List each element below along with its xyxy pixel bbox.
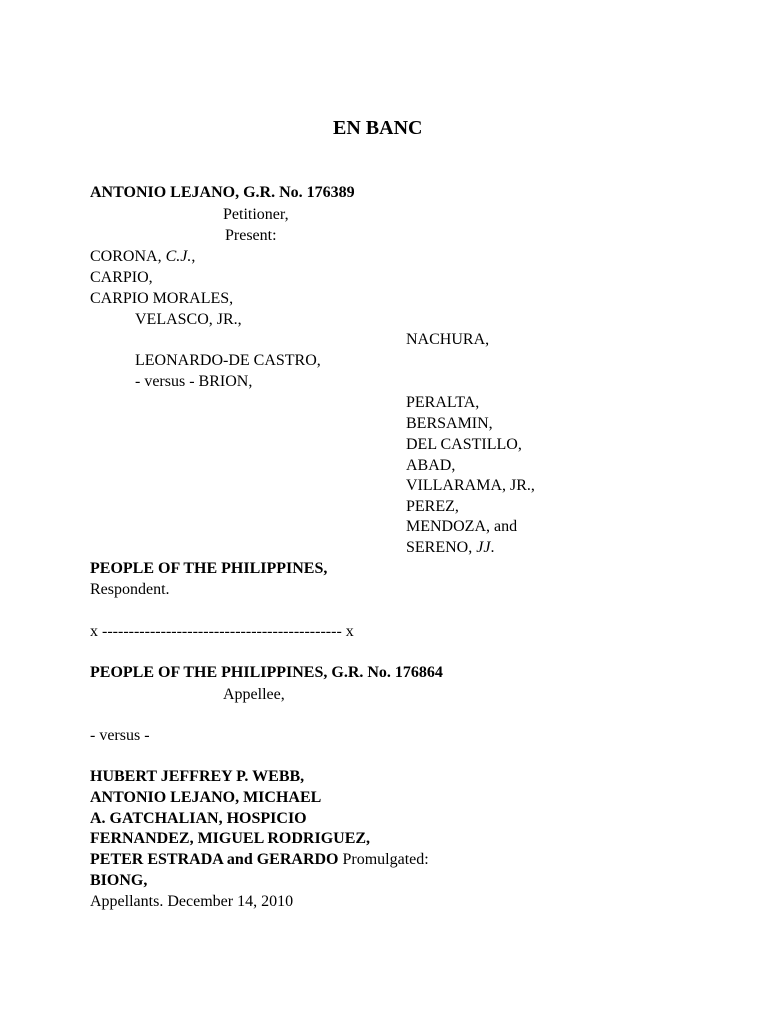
case-separator: x --------------------------------------------- x bbox=[90, 623, 354, 640]
justice-sereno-suffix: . bbox=[490, 539, 495, 556]
present-label: Present: bbox=[225, 227, 277, 244]
justice-sereno-title: JJ bbox=[476, 539, 491, 556]
justice-nachura: NACHURA, bbox=[406, 331, 490, 348]
justice-abad: ABAD, bbox=[406, 457, 456, 474]
justice-corona bbox=[90, 247, 195, 267]
justice-velasco: VELASCO, JR., bbox=[135, 311, 242, 328]
appellants-line-1: HUBERT JEFFREY P. WEBB, bbox=[90, 768, 305, 785]
justice-corona-name: CORONA, bbox=[90, 248, 166, 265]
appellants-line-5-names: PETER ESTRADA and GERARDO bbox=[90, 851, 339, 868]
heading-en-banc: EN BANC bbox=[333, 117, 423, 139]
justice-bersamin: BERSAMIN, bbox=[406, 415, 493, 432]
justice-sereno-name: SERENO, bbox=[406, 539, 477, 556]
appellants-line-6: BIONG, bbox=[90, 872, 148, 889]
appellants-role: Appellants. bbox=[90, 893, 164, 910]
justice-carpio-morales: CARPIO MORALES, bbox=[90, 290, 234, 307]
appellants-line-2: ANTONIO LEJANO, MICHAEL bbox=[90, 789, 322, 806]
promulgation-date: December 14, 2010 bbox=[163, 893, 294, 910]
appellants-line-4: FERNANDEZ, MIGUEL RODRIGUEZ, bbox=[90, 830, 371, 847]
case2-appellee-name: PEOPLE OF THE PHILIPPINES, G.R. No. 176864 bbox=[90, 664, 443, 681]
case1-petitioner-name: ANTONIO LEJANO, G.R. No. 176389 bbox=[90, 184, 355, 201]
justice-carpio: CARPIO, bbox=[90, 269, 153, 286]
justice-perez: PEREZ, bbox=[406, 498, 459, 515]
promulgated-label: Promulgated: bbox=[338, 851, 429, 868]
justice-sereno bbox=[406, 538, 494, 558]
case1-respondent-name: PEOPLE OF THE PHILIPPINES, bbox=[90, 560, 328, 577]
justice-mendoza: MENDOZA, and bbox=[406, 518, 518, 535]
case1-respondent-role: Respondent. bbox=[90, 581, 170, 598]
justice-corona-title: C.J. bbox=[165, 248, 192, 265]
case2-versus: - versus - bbox=[90, 727, 150, 744]
justice-corona-suffix: , bbox=[191, 248, 196, 265]
versus-brion: - versus - BRION, bbox=[135, 373, 253, 390]
justice-peralta: PERALTA, bbox=[406, 394, 480, 411]
case2-appellee-role: Appellee, bbox=[223, 686, 285, 703]
appellants-line-5 bbox=[90, 850, 429, 870]
case1-petitioner-role: Petitioner, bbox=[223, 206, 289, 223]
justice-villarama: VILLARAMA, JR., bbox=[406, 477, 535, 494]
appellants-line-3: A. GATCHALIAN, HOSPICIO bbox=[90, 810, 307, 827]
appellants-role-line bbox=[90, 892, 293, 912]
justice-del-castillo: DEL CASTILLO, bbox=[406, 436, 522, 453]
justice-leonardo-de-castro: LEONARDO-DE CASTRO, bbox=[135, 352, 321, 369]
